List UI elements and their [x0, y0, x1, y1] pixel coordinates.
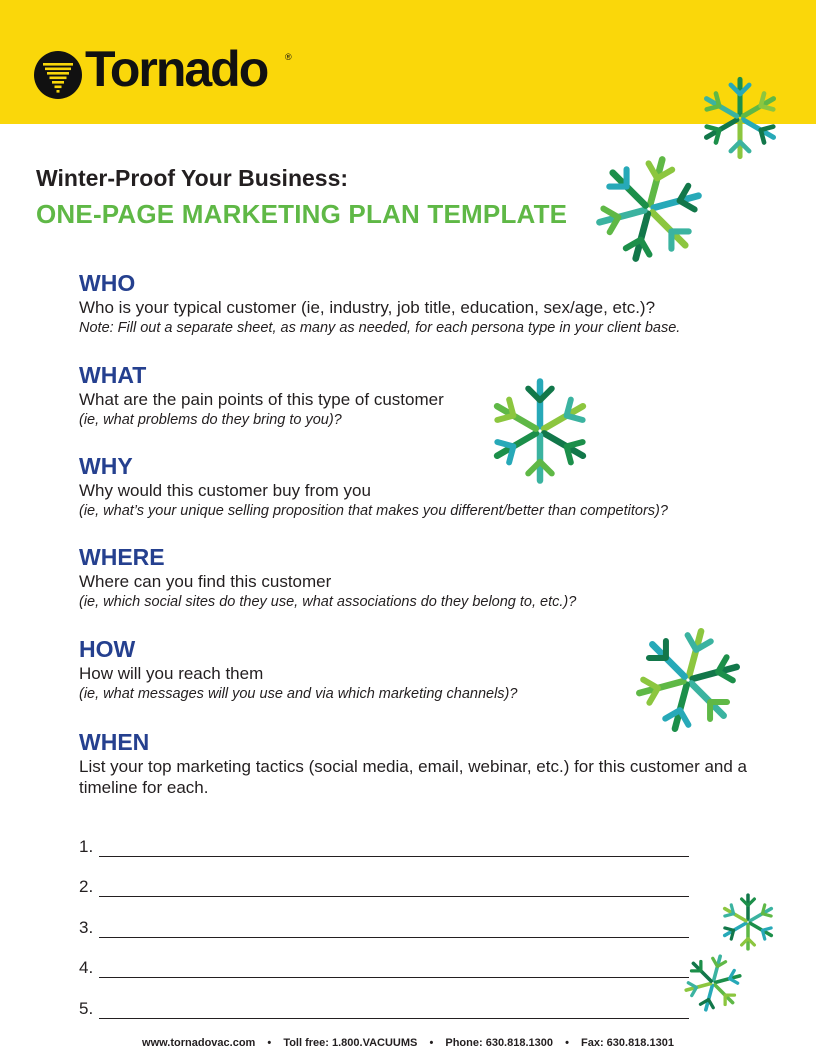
fill-in-line[interactable]: [99, 838, 689, 857]
list-item: [79, 938, 689, 979]
tornado-logo: [33, 41, 303, 104]
tactics-list: [79, 816, 689, 1019]
footer-separator: •: [565, 1037, 569, 1049]
section-question: Why would this customer buy from you: [79, 481, 371, 500]
section-why: [79, 453, 779, 522]
list-number: 3.: [79, 917, 94, 937]
section-heading: WHAT: [79, 362, 147, 388]
section-who: [79, 270, 779, 339]
section-question: Who is your typical customer (ie, industry, job title, education, sex/age, etc.)?: [79, 298, 656, 317]
list-number: 4.: [79, 958, 94, 977]
section-heading: WHO: [79, 270, 136, 296]
section-note: (ie, which social sites do they use, what associations do they belong to, etc.)?: [79, 594, 577, 610]
fill-in-line[interactable]: [99, 878, 689, 897]
section-question: How will you reach them: [79, 664, 264, 683]
footer-phone: Phone: 630.818.1300: [445, 1037, 553, 1049]
section-question: List your top marketing tactics (social media, email, webinar, etc.) for this customer and a timeline for each.: [79, 757, 747, 797]
list-item: [79, 978, 689, 1019]
list-number: 1.: [79, 836, 94, 856]
fill-in-line[interactable]: [99, 919, 689, 938]
section-heading: WHY: [79, 453, 133, 479]
footer-website: www.tornadovac.com: [142, 1037, 256, 1049]
logo-wordmark: Tornado: [85, 41, 268, 97]
page-subtitle: Winter-Proof Your Business:: [36, 165, 349, 191]
footer-fax: Fax: 630.818.1301: [580, 1037, 674, 1049]
fill-in-line[interactable]: [99, 1000, 689, 1019]
list-item: [79, 816, 689, 857]
section-question: What are the pain points of this type of customer: [79, 390, 444, 409]
footer: [0, 1037, 816, 1049]
snowflake-icon: [680, 950, 746, 1016]
section-note: Note: Fill out a separate sheet, as many as needed, for each persona type in your client base.: [79, 320, 681, 336]
snowflake-icon: [478, 372, 602, 490]
list-number: 5.: [79, 998, 94, 1018]
tornado-logo-icon: [33, 50, 83, 100]
section-question: Where can you find this customer: [79, 572, 332, 591]
footer-separator: •: [429, 1037, 434, 1049]
fill-in-line[interactable]: [99, 959, 689, 978]
snowflake-icon: [588, 148, 710, 270]
section-heading: WHERE: [79, 544, 165, 570]
registered-mark: ®: [285, 52, 292, 62]
footer-toll-free: Toll free: 1.800.VACUUMS: [283, 1037, 418, 1049]
snowflake-icon: [626, 620, 750, 740]
page-title: ONE-PAGE MARKETING PLAN TEMPLATE: [36, 199, 568, 229]
section-note: (ie, what problems do they bring to you)?: [79, 412, 342, 428]
section-heading: WHEN: [79, 729, 150, 755]
list-item: [79, 897, 689, 938]
section-where: [79, 544, 779, 613]
list-number: 2.: [79, 877, 94, 896]
section-heading: HOW: [79, 636, 136, 662]
section-note: (ie, what messages will you use and via which marketing channels)?: [79, 686, 518, 702]
section-note: (ie, what’s your unique selling proposition that makes you different/better than competitors)?: [79, 503, 668, 519]
footer-separator: •: [267, 1037, 272, 1049]
list-item: [79, 857, 689, 898]
snowflake-icon: [716, 890, 780, 954]
section-what: [79, 362, 779, 431]
